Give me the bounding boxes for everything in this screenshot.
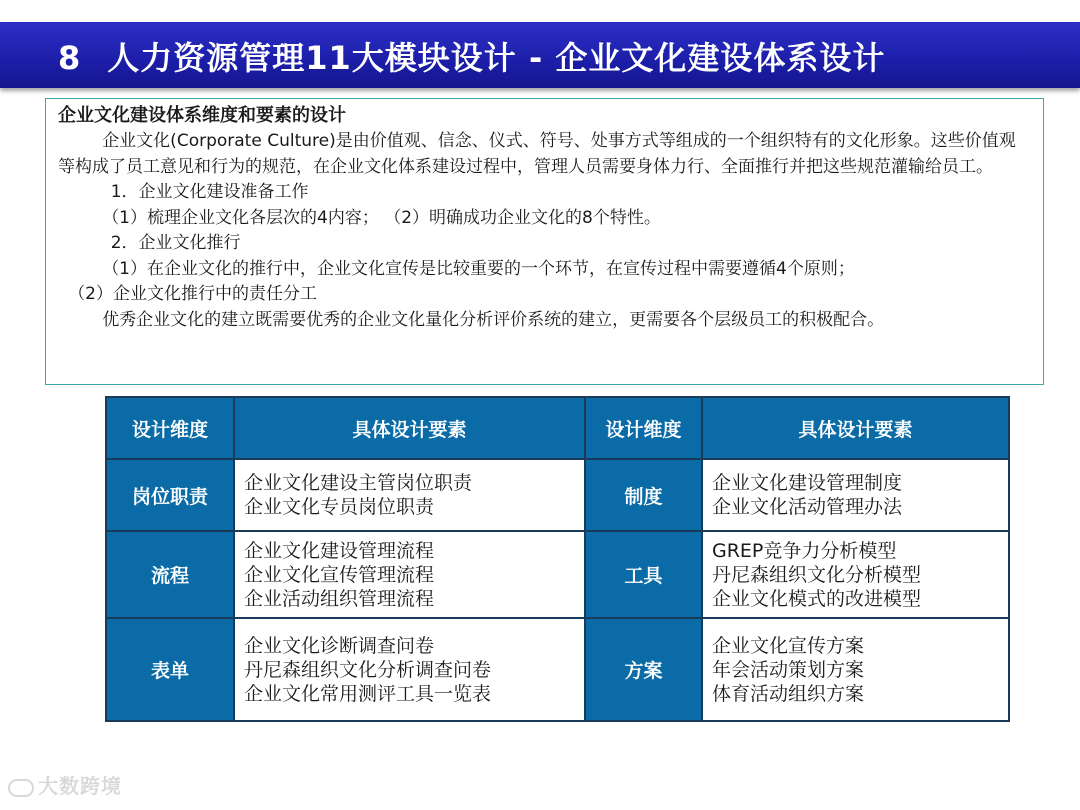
- intro-paragraph: 企业文化(Corporate Culture)是由价值观、信念、仪式、符号、处事方式等组成的一个组织特有的文化形象。这些价值观等构成了员工意见和行为的规范，在企业文化体系建设过程中，管理人员需要身体力行、全面推行并把这些规范灌输给员工。: [58, 131, 1016, 177]
- design-elements-table: [105, 396, 1010, 722]
- dimension-cell: 方案: [585, 618, 702, 721]
- element-item: 企业文化常用测评工具一览表: [244, 682, 492, 705]
- column-header: 设计维度: [585, 397, 702, 459]
- watermark-logo-icon: [8, 779, 34, 797]
- table-header-row: [106, 397, 1009, 459]
- step2-detail-2: （2）企业文化推行中的责任分工: [68, 284, 318, 304]
- step2-title: 2．企业文化推行: [110, 233, 241, 253]
- watermark-text: 大数跨境: [38, 774, 122, 798]
- element-item: 体育活动组织方案: [712, 682, 865, 705]
- elements-cell: [702, 459, 1009, 531]
- description-box: [45, 98, 1044, 385]
- element-item: 企业文化诊断调查问卷: [244, 634, 435, 657]
- element-item: 企业文化活动管理办法: [712, 496, 903, 518]
- step1-detail: （1）梳理企业文化各层次的4内容； （2）明确成功企业文化的8个特性。: [102, 207, 661, 228]
- element-item: 企业文化建设主管岗位职责: [244, 472, 473, 494]
- element-item: 企业文化建设管理流程: [244, 539, 435, 562]
- table-row: [106, 459, 1009, 531]
- dimension-cell: 流程: [106, 531, 234, 618]
- elements-cell: [234, 531, 585, 618]
- elements-cell: [702, 531, 1009, 618]
- column-header: 具体设计要素: [234, 397, 585, 459]
- dimension-cell: 工具: [585, 531, 702, 618]
- element-item: 企业文化宣传方案: [712, 634, 865, 657]
- step2-detail-1: （1）在企业文化的推行中，企业文化宣传是比较重要的一个环节，在宣传过程中需要遵循4个原则；: [102, 258, 855, 279]
- dimension-cell: 表单: [106, 618, 234, 721]
- element-item: 企业文化专员岗位职责: [244, 496, 435, 518]
- column-header: 设计维度: [106, 397, 234, 459]
- dimension-cell: 制度: [585, 459, 702, 531]
- section-title: 人力资源管理11大模块设计 - 企业文化建设体系设计: [107, 39, 886, 77]
- table-row: [106, 618, 1009, 721]
- element-item: 企业文化模式的改进模型: [712, 587, 922, 610]
- description-heading: 企业文化建设体系维度和要素的设计: [58, 105, 346, 126]
- dimension-cell: 岗位职责: [106, 459, 234, 531]
- element-item: 年会活动策划方案: [712, 658, 865, 681]
- column-header: 具体设计要素: [702, 397, 1009, 459]
- element-item: GREP竞争力分析模型: [712, 539, 897, 562]
- step1-title: 1．企业文化建设准备工作: [110, 182, 309, 202]
- conclusion-paragraph: 优秀企业文化的建立既需要优秀的企业文化量化分析评价系统的建立，更需要各个层级员工的积极配合。: [102, 309, 885, 330]
- section-number: 8: [58, 39, 82, 77]
- title-bar: [0, 22, 1080, 88]
- element-item: 企业文化建设管理制度: [712, 472, 903, 494]
- elements-cell: [234, 618, 585, 721]
- table-row: [106, 531, 1009, 618]
- element-item: 丹尼森组织文化分析调查问卷: [244, 658, 492, 681]
- element-item: 丹尼森组织文化分析模型: [712, 563, 922, 586]
- watermark: [8, 770, 122, 799]
- page-title: [58, 33, 885, 79]
- element-item: 企业文化宣传管理流程: [244, 563, 435, 586]
- elements-cell: [234, 459, 585, 531]
- elements-cell: [702, 618, 1009, 721]
- element-item: 企业活动组织管理流程: [244, 587, 435, 610]
